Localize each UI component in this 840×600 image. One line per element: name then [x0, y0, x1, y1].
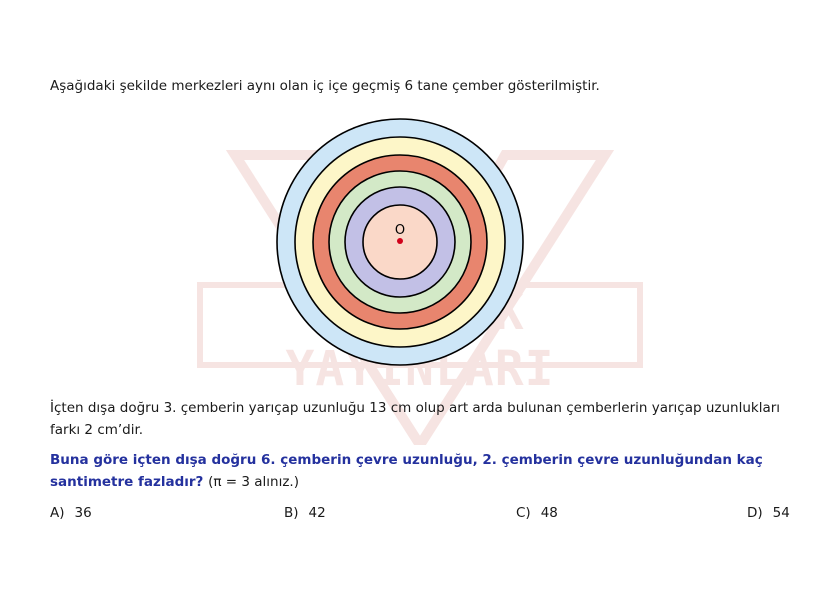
- choice-b[interactable]: [284, 505, 326, 521]
- center-label: O: [394, 223, 406, 238]
- choice-value: 54: [772, 505, 790, 521]
- choice-value: 48: [540, 505, 558, 521]
- intro-text: Aşağıdaki şekilde merkezleri aynı olan iç içe geçmiş 6 tane çember gösterilmiştir.: [50, 78, 600, 94]
- question-main: Buna göre içten dışa doğru 6. çemberin çevre uzunluğu, 2. çemberin çevre uzunluğundan kaç santimetre fazladır?: [50, 452, 763, 490]
- choice-c[interactable]: [516, 505, 558, 521]
- choice-d[interactable]: [747, 505, 790, 521]
- concentric-circles-figure: [270, 112, 530, 372]
- choice-letter: D): [747, 505, 763, 521]
- choice-value: 36: [74, 505, 92, 521]
- choice-a[interactable]: [50, 505, 92, 521]
- watermark-text: YAYINLARI: [285, 341, 555, 397]
- choice-letter: B): [284, 505, 299, 521]
- choice-letter: C): [516, 505, 531, 521]
- choice-value: 42: [308, 505, 326, 521]
- question-note: (π = 3 alınız.): [208, 474, 299, 490]
- problem-paragraph: İçten dışa doğru 3. çemberin yarıçap uzunluğu 13 cm olup art arda bulunan çemberlerin yarıçap uzunlukları farkı 2 cm’dir.: [50, 400, 781, 438]
- circles-svg: [270, 112, 530, 372]
- center-dot: [397, 238, 403, 244]
- choice-letter: A): [50, 505, 65, 521]
- question-text: [50, 449, 795, 493]
